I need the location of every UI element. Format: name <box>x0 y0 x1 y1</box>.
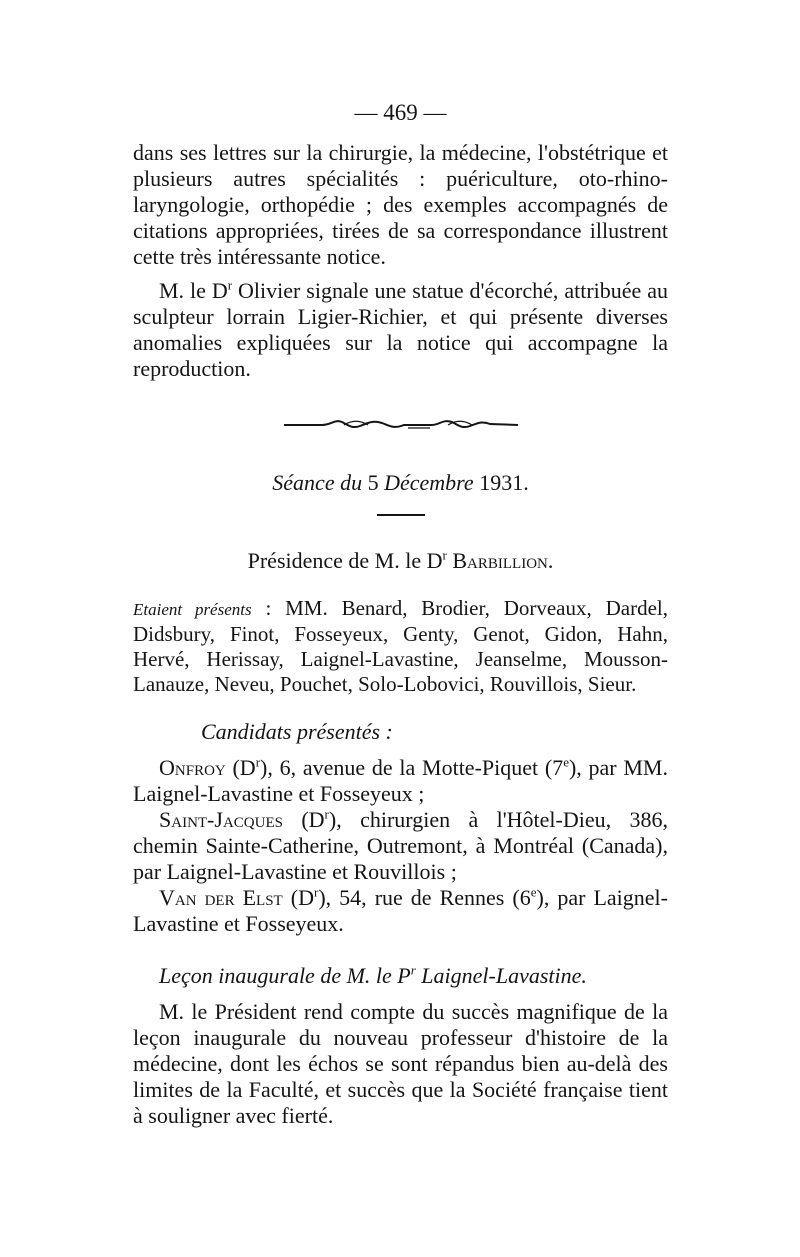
lecon-heading <box>159 963 668 989</box>
lecon-heading-b: Laignel-Lavastine. <box>415 963 587 988</box>
candidate-sup: e <box>530 884 537 900</box>
candidate-text: (D <box>282 885 314 910</box>
candidate-name: Onfroy <box>159 755 226 780</box>
attendees-lead: Etaient présents <box>133 600 252 619</box>
paragraph-olivier <box>133 278 668 382</box>
ornament-divider <box>282 416 520 434</box>
lecon-heading-sup: r <box>410 962 416 978</box>
candidats-heading: Candidats présentés : <box>201 719 393 744</box>
candidate-text: ), par MM. Laignel-Lavastine et Fosseyeux ; <box>133 755 668 806</box>
short-rule <box>377 514 425 516</box>
lecon-heading-a: Leçon inaugurale de M. le P <box>159 963 411 988</box>
presidence-text: Présidence de M. le D <box>247 548 443 573</box>
candidate-entry <box>133 755 668 807</box>
candidate-text: (D <box>225 755 256 780</box>
candidate-text: ), 6, avenue de la Motte-Piquet (7 <box>260 755 564 780</box>
paragraph-notice: dans ses lettres sur la chirurgie, la médecine, l'obstétrique et plusieurs autres spécialités : puériculture, oto-rhino-laryngologie, orthopédie ; des exemples accompagnés de citations appropriées, tirées de sa correspondance illustrent cette très intéressante notice. <box>133 140 668 269</box>
seance-year: 1931. <box>473 470 529 495</box>
candidate-text: ), 54, rue de Rennes (6 <box>318 885 531 910</box>
candidate-sup: r <box>324 806 329 822</box>
candidate-entry <box>133 885 668 937</box>
paragraph-president: M. le Président rend compte du succès magnifique de la leçon inaugurale du nouveau professeur d'histoire de la médecine, dont les échos se sont répandus bien au-delà des limites de la Faculté, et succès que la Société française tient à souligner avec fierté. <box>133 999 668 1128</box>
seance-italic: Séance du <box>272 470 363 495</box>
candidate-text: (D <box>282 807 325 832</box>
candidate-text: ), par Laignel-Lavastine et Fosseyeux. <box>133 885 668 936</box>
presidence-line <box>133 548 668 574</box>
page-number: — 469 — <box>354 100 447 125</box>
candidate-sup: e <box>563 754 569 770</box>
seance-heading <box>133 470 668 496</box>
candidate-entry <box>133 807 668 885</box>
paragraph-olivier-b: Olivier signale une statue d'écorché, attribuée au sculpteur lorrain Ligier-Richier, et qui présente diverses anomalies expliquées sur la notice qui accompagne la reproduction. <box>133 278 669 381</box>
paragraph-olivier-sup: r <box>227 277 233 293</box>
presidence-sup: r <box>442 547 447 563</box>
seance-day: 5 <box>362 470 385 495</box>
attendees-names: : MM. Benard, Brodier, Dorveaux, Dardel, Didsbury, Finot, Fosseyeux, Genty, Genot, Gidon, Hahn, Hervé, Herissay, Laignel-Lavastine, Jeanselme, Mousson-Lanauze, Neveu, Pouchet, Solo-Lobovici, Rouvillois, Sieur. <box>133 596 668 696</box>
seance-month: Décembre <box>384 470 474 495</box>
candidate-name: Van der Elst <box>159 885 283 910</box>
candidate-name: Saint-Jacques <box>159 807 283 832</box>
candidate-sup: r <box>255 754 261 770</box>
paragraph-olivier-a: M. le D <box>159 278 228 303</box>
attendees-list <box>133 596 668 697</box>
page <box>133 100 668 1129</box>
candidate-text: ), chirurgien à l'Hôtel-Dieu, 386, chemin Sainte-Catherine, Outremont, à Montréal (Canada), par Laignel-Lavastine et Rouvillois ; <box>133 807 668 884</box>
presidence-name: Barbillion. <box>446 548 554 573</box>
candidate-sup: r <box>313 884 319 900</box>
